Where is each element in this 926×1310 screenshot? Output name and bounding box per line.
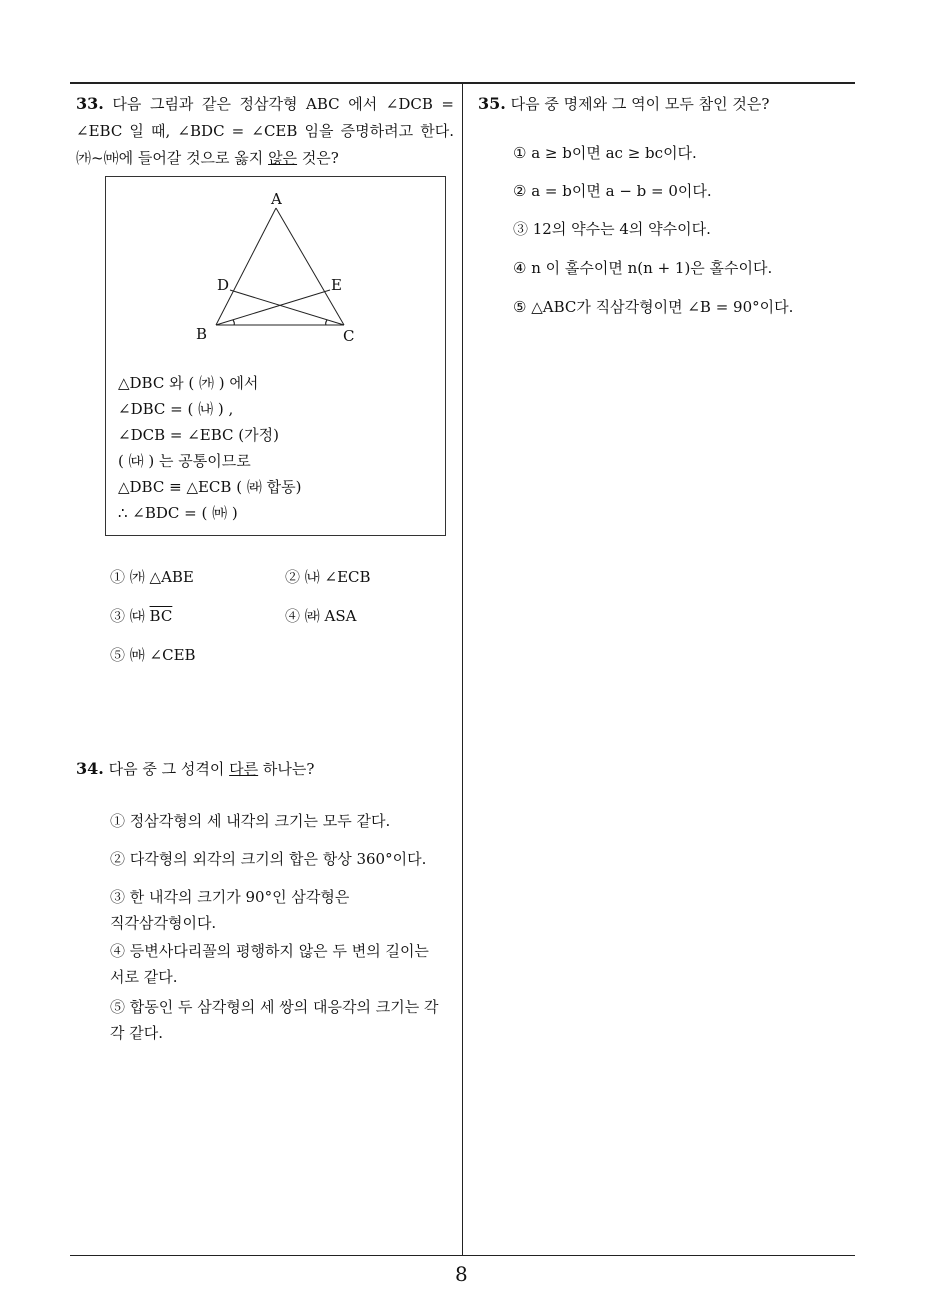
q33-option-3[interactable]	[110, 603, 172, 629]
question-text: 다음 그림과 같은 정삼각형 ABC 에서 ∠DCB = ∠EBC 일 때, ∠BDC = ∠CEB 임을 증명하려고 한다. ㈎~㈒에 들어갈 것으로 옳지	[76, 95, 454, 167]
proof-line: ∠DCB = ∠EBC (가정)	[118, 426, 279, 444]
q35-option-4[interactable]: ④ n 이 홀수이면 n(n + 1)은 홀수이다.	[513, 259, 773, 277]
proof-line: △DBC ≡ △ECB ( ㈑ 합동)	[118, 478, 302, 496]
angle-mark-c	[326, 320, 327, 325]
question-text-end: 것은?	[297, 149, 339, 167]
column-divider	[462, 82, 463, 1256]
bottom-rule	[70, 1255, 855, 1256]
proof-line: ∠DBC = ( ㈏ ) ,	[118, 400, 234, 418]
point-e-label: E	[331, 276, 342, 294]
question-33-stem	[76, 90, 454, 172]
question-text: 다음 중 명제와 그 역이 모두 참인 것은?	[510, 95, 770, 113]
q34-option-5[interactable]: ⑤ 합동인 두 삼각형의 세 쌍의 대응각의 크기는 각각 같다.	[110, 998, 439, 1042]
question-34-stem	[76, 755, 454, 783]
q34-option-3[interactable]: ③ 한 내각의 크기가 90°인 삼각형은 직각삼각형이다.	[110, 888, 350, 932]
triangle-figure	[180, 186, 370, 346]
question-text-end: 하나는?	[258, 760, 315, 778]
underlined-word: 다른	[229, 760, 259, 778]
page-number: 8	[455, 1262, 468, 1286]
underlined-word: 않은	[268, 149, 298, 167]
q33-option-2[interactable]: ② ㈏ ∠ECB	[285, 568, 371, 586]
point-d-label: D	[217, 276, 230, 294]
point-b-label: B	[196, 325, 208, 343]
q35-option-2[interactable]: ② a = b이면 a − b = 0이다.	[513, 182, 712, 200]
point-c-label: C	[343, 327, 355, 345]
q33-option-4[interactable]: ④ ㈑ ASA	[285, 607, 357, 625]
q35-option-1[interactable]: ① a ≥ b이면 ac ≥ bc이다.	[513, 144, 697, 162]
q34-option-1[interactable]: ① 정삼각형의 세 내각의 크기는 모두 같다.	[110, 812, 391, 830]
proof-line: ( ㈐ ) 는 공통이므로	[118, 452, 251, 470]
point-a-label: A	[271, 190, 282, 208]
proof-line: ∴ ∠BDC = ( ㈒ )	[118, 504, 238, 522]
side-ab	[216, 208, 276, 325]
question-number: 34.	[76, 759, 104, 778]
q33-option-1[interactable]: ① ㈎ △ABE	[110, 568, 194, 586]
proof-line: △DBC 와 ( ㈎ ) 에서	[118, 374, 259, 392]
question-text: 다음 중 그 성격이	[108, 760, 230, 778]
q34-option-2[interactable]: ② 다각형의 외각의 크기의 합은 항상 360°이다.	[110, 850, 427, 868]
q35-option-5[interactable]: ⑤ △ABC가 직삼각형이면 ∠B = 90°이다.	[513, 298, 794, 316]
question-number: 35.	[478, 94, 506, 113]
q33-option-5[interactable]: ⑤ ㈒ ∠CEB	[110, 646, 196, 664]
option-label: ③ ㈐	[110, 607, 150, 625]
question-35-stem	[478, 90, 848, 118]
q35-option-3[interactable]: ③ 12의 약수는 4의 약수이다.	[513, 220, 711, 238]
question-number: 33.	[76, 94, 104, 113]
q34-option-4[interactable]: ④ 등변사다리꼴의 평행하지 않은 두 변의 길이는 서로 같다.	[110, 942, 429, 986]
angle-mark-b	[233, 320, 234, 325]
overlined-segment: $\overline{BC}$	[149, 607, 173, 625]
segment-eb	[216, 290, 330, 325]
